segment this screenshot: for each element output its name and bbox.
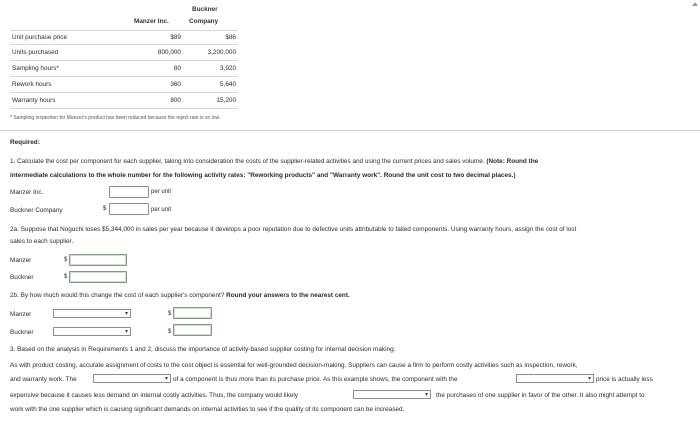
row-label: Sampling hours* (12, 65, 59, 72)
table-row (10, 46, 238, 61)
col-header-buckner-line2: Company (189, 18, 219, 25)
q3-line3-end: the purchases of one supplier in favor of the other. It also might attempt to (436, 392, 645, 399)
buckner-cost-per-unit-input[interactable] (109, 203, 149, 215)
col-header-buckner-line1: Buckner (192, 6, 218, 13)
row-label: Warranty hours (12, 97, 56, 104)
manzer-cost-per-unit-input[interactable] (109, 186, 149, 198)
manzer-value: $89 (170, 34, 181, 41)
q2b-row-label: Manzer (10, 311, 32, 318)
q3-blank3-dropdown[interactable] (353, 390, 431, 399)
manzer-value: 800 (170, 97, 181, 104)
q2b-instructions: 2b. By how much would this change the cost of each supplier's component? (10, 292, 225, 299)
q3-line2-end: price is actually less (596, 376, 653, 383)
q1-note: (Note: Round the (486, 158, 539, 165)
table-row (10, 30, 238, 45)
buckner-change-dropdown[interactable] (53, 327, 131, 336)
q3-paragraph-line1: As with product costing, accurate assignment of costs to the cost object is essential for well-grounded decision-making. Suppliers can cause a firm to perform costly activities such as inspection, rework, (10, 362, 578, 369)
chevron-down-icon: ▾ (587, 376, 591, 382)
manzer-value: 800,000 (157, 49, 181, 56)
currency-symbol: $ (168, 329, 172, 335)
q1-row-label: Buckner Company (10, 207, 63, 214)
q3-line2-middle: of a component is thus more than its purchase price. As this example shows, the component with the (173, 376, 458, 383)
unit-label: per unit (151, 189, 172, 195)
buckner-lost-sales-input[interactable] (69, 271, 127, 283)
row-label: Unit purchase price (12, 34, 68, 41)
table-row (10, 94, 238, 109)
q2b-text (10, 292, 350, 299)
q1-row-label: Manzer Inc. (10, 189, 44, 196)
scroll-up-icon[interactable] (692, 2, 698, 6)
q3-line3-start: expensive because it causes less demand on internal costly activities. Thus, the company would likely (10, 392, 298, 399)
table-row (10, 78, 238, 93)
row-label: Units purchased (12, 49, 59, 56)
q3-paragraph-line4: work with the one supplier which is causing significant demands on internal activities to see if the quality of its component can be increased. (10, 406, 405, 413)
q2a-row-label: Manzer (10, 257, 32, 264)
currency-symbol: $ (103, 206, 107, 212)
currency-symbol: $ (168, 311, 172, 317)
buckner-value: $86 (225, 34, 236, 41)
buckner-value: 5,640 (220, 81, 236, 88)
q1-text (10, 158, 538, 165)
chevron-down-icon: ▾ (424, 392, 428, 398)
q3-line2-start: and warranty work. The (10, 376, 77, 383)
q1-instructions: 1. Calculate the cost per component for each supplier, taking into consideration the costs of the supplier-related activities and using the current prices and sales volume. (10, 158, 485, 165)
table-footnote: * Sampling inspection for Manzer's product has been reduced because the reject rate is so low. (10, 115, 221, 121)
q2a-row-label: Buckner (10, 274, 34, 281)
q2a-text-cont: sales to each supplier. (10, 238, 74, 245)
q2b-row-label: Buckner (10, 329, 34, 336)
currency-symbol: $ (64, 257, 68, 263)
q1-note-cont: intermediate calculations to the whole number for the following activity rates: "Reworking products" and "Warranty work". Round the unit cost to two decimal places.) (10, 172, 516, 179)
manzer-value: 80 (173, 65, 181, 72)
manzer-change-dropdown[interactable] (53, 309, 131, 318)
currency-symbol: $ (64, 274, 68, 280)
q3-text: 3. Based on the analysis in Requirements 1 and 2, discuss the importance of activity-based supplier costing for internal decision making. (10, 346, 396, 353)
unit-label: per unit (151, 207, 172, 213)
manzer-lost-sales-input[interactable] (69, 254, 127, 266)
q3-blank2-dropdown[interactable] (516, 374, 594, 383)
manzer-value: 360 (170, 81, 181, 88)
buckner-value: 15,200 (216, 97, 236, 104)
q3-blank1-dropdown[interactable] (93, 374, 171, 383)
required-heading: Required: (10, 139, 40, 146)
row-label: Rework hours (12, 81, 52, 88)
q2b-rounding-note: Round your answers to the nearest cent. (226, 292, 350, 299)
chevron-down-icon: ▾ (164, 376, 168, 382)
chevron-down-icon: ▾ (124, 329, 128, 335)
buckner-change-input[interactable] (173, 324, 212, 336)
buckner-value: 3,200,000 (207, 49, 236, 56)
manzer-change-input[interactable] (173, 307, 212, 319)
divider (0, 130, 700, 131)
col-header-manzer: Manzer Inc. (134, 18, 169, 25)
chevron-down-icon: ▾ (124, 311, 128, 317)
q2a-text: 2a. Suppose that Noguchi loses $5,344,000 in sales per year because it develops a poor reputation due to defective units attributable to failed components. Using warranty hours, assign the cost of lost (10, 226, 577, 233)
buckner-value: 3,920 (220, 65, 236, 72)
table-row (10, 62, 238, 77)
